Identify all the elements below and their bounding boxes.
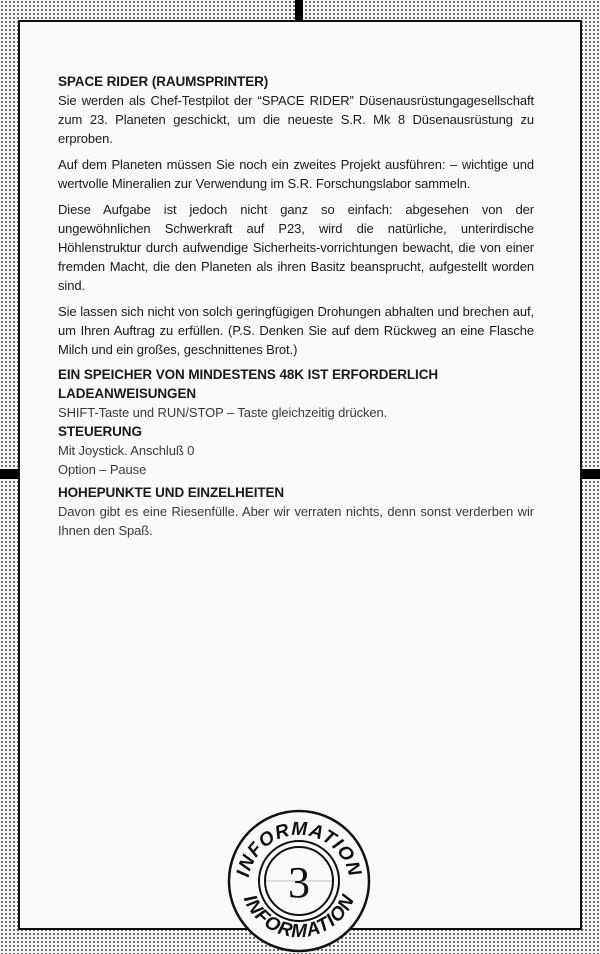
controls-joystick: Mit Joystick. Anschluß 0	[58, 443, 195, 458]
loading-text: SHIFT-Taste und RUN/STOP – Taste gleichzeitig drücken.	[58, 405, 388, 420]
intro-paragraph: Sie werden als Chef-Testpilot der “SPACE RIDER” Düsenausrüstungagesellschaft zum 23. Planeten geschickt, um die neueste S.R. Mk 8 Düsenausrüstung zu erproben.	[58, 93, 534, 146]
controls-heading: STEUERUNG	[58, 424, 142, 439]
instruction-text	[58, 72, 534, 540]
information-seal-icon	[226, 808, 372, 954]
seal-top-text: INFORMATION	[232, 818, 366, 880]
highlights-heading: HOHEPUNKTE UND EINZELHEITEN	[58, 485, 285, 500]
memory-requirement: EIN SPEICHER VON MINDESTENS 48K IST ERFORDERLICH	[58, 367, 439, 382]
closing-paragraph: Sie lassen sich nicht von solch geringfügigen Drohungen abhalten und brechen auf, um Ihren Auftrag zu erfüllen. (P.S. Denken Sie auf dem Rückweg an eine Flasche Milch und ein großes, geschnittenes Brot.)	[58, 304, 534, 357]
mission-paragraph: Auf dem Planeten müssen Sie noch ein zweites Projekt ausführen: – wichtige und wertvolle Mineralien zur Verwendung im S.R. Forschungslabor sammeln.	[58, 157, 534, 191]
highlights-text: Davon gibt es eine Riesenfülle. Aber wir verraten nichts, denn sonst verderben wir Ihnen den Spaß.	[58, 504, 534, 538]
seal-bottom-text: INFORMATION	[238, 891, 360, 943]
seal-number: 3	[288, 858, 310, 907]
loading-heading: LADEANWEISUNGEN	[58, 386, 197, 401]
danger-paragraph: Diese Aufgabe ist jedoch nicht ganz so einfach: abgesehen von der ungewöhnlichen Schwerkraft auf P23, wird die natürliche, unterirdische Höhlenstruktur durch aufwendige Sicherheits-vorrichtungen bewacht, die von einer fremden Macht, die den Planeten als ihren Basitz beansprucht, aufgestellt worden sind.	[58, 202, 534, 293]
game-title: SPACE RIDER (RAUMSPRINTER)	[58, 74, 269, 89]
controls-option: Option – Pause	[58, 462, 147, 477]
